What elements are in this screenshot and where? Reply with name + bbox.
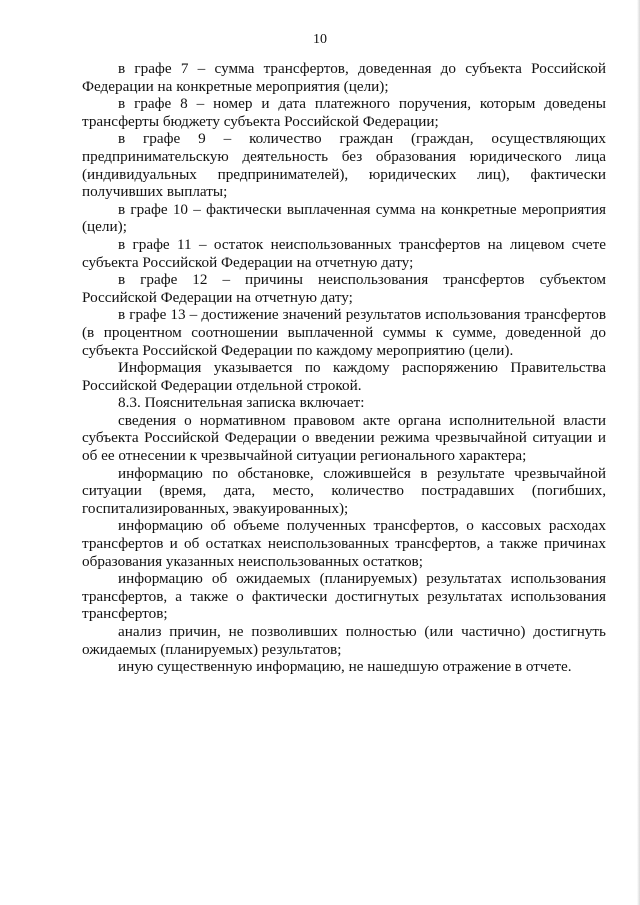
page-number: 10 bbox=[313, 32, 327, 47]
paragraph-other-info: иную существенную информацию, не нашедшую отражение в отчете. bbox=[118, 658, 572, 676]
section-8-3-heading: 8.3. Пояснительная записка включает: bbox=[118, 394, 365, 412]
paragraph-column-8: в графе 8 – номер и дата платежного поручения, которым доведены трансферты бюджету субъекта Российской Федерации; bbox=[82, 95, 606, 130]
document-body bbox=[82, 60, 606, 676]
paragraph-situation-info: информацию по обстановке, сложившейся в результате чрезвычайной ситуации (время, дата, место, количество пострадавших (погибших, госпитализированных, эвакуированных); bbox=[82, 464, 606, 517]
paragraph-column-10: в графе 10 – фактически выплаченная сумма на конкретные мероприятия (цели); bbox=[82, 200, 606, 236]
paragraph-column-7: в графе 7 – сумма трансфертов, доведенная до субъекта Российской Федерации на конкретные мероприятия (цели); bbox=[82, 60, 606, 95]
paragraph-transfers-volume: информацию об объеме полученных трансфертов, о кассовых расходах трансфертов и об остатках неиспользованных трансфертов, а также причинах образования указанных неиспользованных остатков; bbox=[82, 517, 606, 570]
paragraph-column-13: в графе 13 – достижение значений результатов использования трансфертов (в процентном соотношении выплаченной суммы к сумме, доведенной до субъекта Российской Федерации по каждому мероприятию (цели). bbox=[82, 306, 606, 359]
paragraph-column-9: в графе 9 – количество граждан (граждан, осуществляющих предпринимательскую деятельность без образования юридического лица (индивидуальных предпринимателей), юридических лиц), фактически получивших выплаты; bbox=[82, 130, 606, 201]
paragraph-column-11: в графе 11 – остаток неиспользованных трансфертов на лицевом счете субъекта Российской Федерации на отчетную дату; bbox=[82, 235, 606, 271]
paragraph-expected-results: информацию об ожидаемых (планируемых) результатах использования трансфертов, а также о фактически достигнутых результатах использования трансфертов; bbox=[82, 570, 606, 623]
paragraph-info-note: Информация указывается по каждому распоряжению Правительства Российской Федерации отдельной строкой. bbox=[82, 359, 606, 394]
paragraph-normative-act: сведения о нормативном правовом акте органа исполнительной власти субъекта Российской Федерации о введении режима чрезвычайной ситуации и об ее отнесении к чрезвычайной ситуации регионального характера; bbox=[82, 411, 606, 465]
paragraph-analysis: анализ причин, не позволивших полностью (или частично) достигнуть ожидаемых (планируемых) результатов; bbox=[82, 623, 606, 658]
paragraph-column-12: в графе 12 – причины неиспользования трансфертов субъектом Российской Федерации на отчетную дату; bbox=[82, 271, 606, 306]
